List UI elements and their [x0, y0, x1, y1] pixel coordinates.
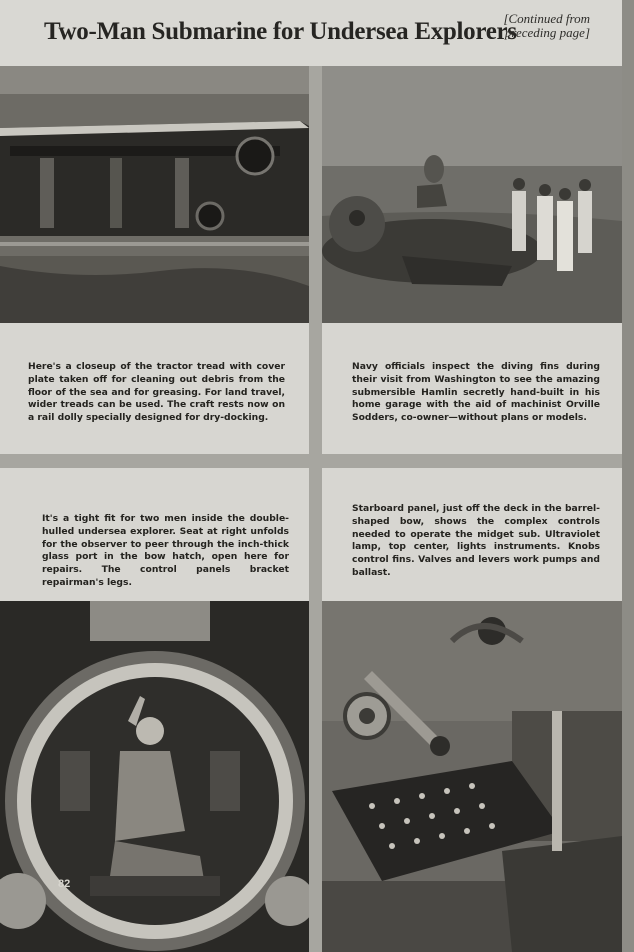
caption-starboard-panel: Starboard panel, just off the deck in the barrel-shaped bow, shows the complex controls needed to operate the midget sub. Ultraviolet lamp, top center, lights instruments. Knobs control fins. Valves and levers work pumps and ballast.	[352, 503, 600, 578]
caption-box-bottom-left	[0, 468, 309, 601]
continued-line-1: [Continued from	[503, 11, 590, 26]
submarine-beach-photo	[322, 66, 622, 323]
inside-hatch-illustration	[0, 601, 309, 952]
page-number: 82	[58, 878, 71, 890]
caption-box-bottom-right	[322, 468, 622, 601]
tractor-tread-photo	[0, 66, 309, 323]
page-header	[0, 0, 622, 66]
continued-note	[476, 12, 590, 40]
caption-box-top-left	[0, 323, 309, 454]
article-title: Two-Man Submarine for Undersea Explorers	[44, 18, 517, 45]
continued-line-2: preceding page]	[504, 25, 590, 40]
control-panel-photo	[322, 601, 622, 952]
caption-navy-officials: Navy officials inspect the diving fins during their visit from Washington to see the amazing submersible Hamlin secretly hand-built in his home garage with the aid of machinist Orville Sodders, co-owner—without plans or models.	[352, 361, 600, 424]
caption-tight-fit: It's a tight fit for two men inside the double-hulled undersea explorer. Seat at right unfolds for the observer to peer through the inch-thick glass port in the bow hatch, open here for repairs. The control panels bracket repairman's legs.	[42, 513, 289, 588]
submarine-beach-illustration	[322, 66, 622, 323]
control-panel-illustration	[322, 601, 622, 952]
caption-tractor-tread: Here's a closeup of the tractor tread with cover plate taken off for cleaning out debris from the floor of the sea and for greasing. For land travel, wider treads can be used. The craft rests now on a rail dolly specially designed for dry-docking.	[28, 361, 285, 424]
page-edge-shadow	[622, 0, 634, 952]
caption-box-top-right	[322, 323, 622, 454]
inside-hatch-photo	[0, 601, 309, 952]
tractor-tread-illustration	[0, 66, 309, 323]
